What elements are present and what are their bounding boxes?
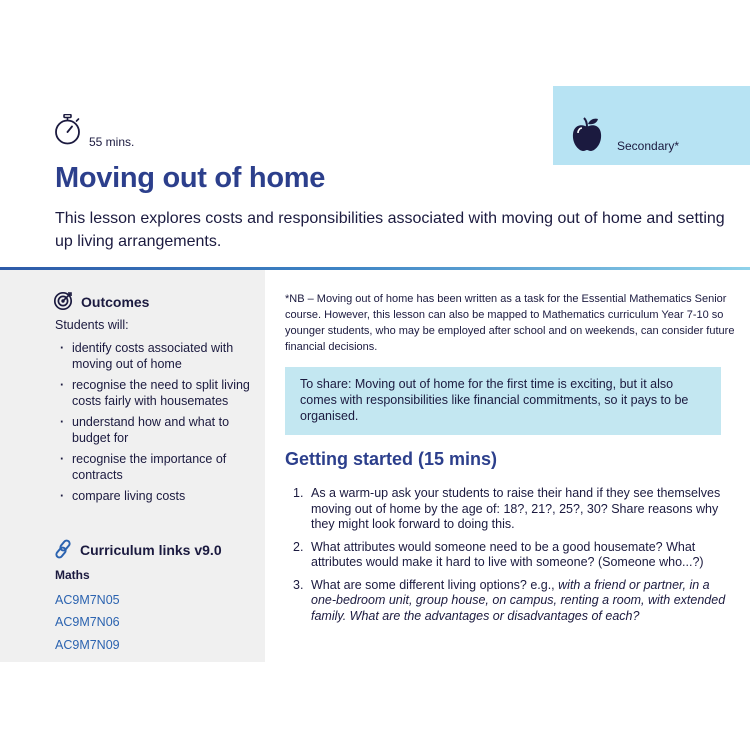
curriculum-heading: Curriculum links v9.0 bbox=[80, 542, 222, 558]
share-callout: To share: Moving out of home for the first time is exciting, but it also comes with responsibilities like financial commitments, so it pays to be organised. bbox=[285, 367, 721, 435]
step-text: What attributes would someone need to be a good housemate? What attributes would make it hard to live with someone? (Someone who...?) bbox=[311, 539, 704, 569]
lesson-duration: 55 mins. bbox=[89, 135, 135, 149]
step-text: As a warm-up ask your students to raise their hand if they see themselves moving out of home by the age of: 18?, 21?, 25?, 30? Share reasons why they might look forward to doing this. bbox=[311, 486, 721, 531]
list-item: · identify costs associated with moving out of home bbox=[58, 340, 258, 372]
step-text-italic: with a friend or partner, in a one-bedroom unit, group house, on campus, renting a room, with extended family. What are the advantages or disadvantages of each? bbox=[311, 577, 726, 623]
target-icon bbox=[53, 291, 73, 311]
level-badge bbox=[553, 86, 750, 165]
outcomes-heading: Outcomes bbox=[81, 294, 150, 310]
page-title: Moving out of home bbox=[55, 162, 326, 194]
list-item: · recognise the need to split living costs fairly with housemates bbox=[58, 377, 258, 409]
course-note: *NB – Moving out of home has been written as a task for the Essential Mathematics Senior course. However, this lesson can also be mapped to Mathematics curriculum Year 7-10 so younger students, who may be employed after school and on weekends, can consider future financial decisions. bbox=[285, 293, 735, 353]
list-item: · compare living costs bbox=[58, 488, 258, 504]
curriculum-code-link[interactable]: AC9M7N05 bbox=[55, 593, 120, 607]
outcomes-list bbox=[58, 340, 258, 509]
section-title: Getting started (15 mins) bbox=[285, 449, 498, 469]
step-text: What are some different living options? e.g., bbox=[311, 577, 559, 592]
steps-list bbox=[293, 486, 733, 631]
apple-icon bbox=[571, 116, 603, 152]
list-item: · recognise the importance of contracts bbox=[58, 451, 258, 483]
list-item bbox=[293, 486, 733, 533]
level-label: Secondary* bbox=[617, 139, 680, 153]
curriculum-code-link[interactable]: AC9M7N09 bbox=[55, 638, 120, 652]
curriculum-code-link[interactable]: AC9M7N06 bbox=[55, 615, 120, 629]
link-icon bbox=[53, 539, 73, 559]
step-number: 1. bbox=[293, 486, 304, 500]
outcomes-intro: Students will: bbox=[55, 318, 129, 332]
page-subtitle: This lesson explores costs and responsibilities associated with moving out of home and setting up living arrangements. bbox=[55, 210, 725, 250]
stopwatch-icon bbox=[54, 114, 81, 145]
step-number: 3. bbox=[293, 577, 304, 592]
step-number: 2. bbox=[293, 539, 304, 554]
list-item bbox=[293, 578, 733, 625]
subject-label: Maths bbox=[55, 568, 90, 582]
list-item bbox=[293, 540, 733, 571]
list-item: · understand how and what to budget for bbox=[58, 414, 258, 446]
